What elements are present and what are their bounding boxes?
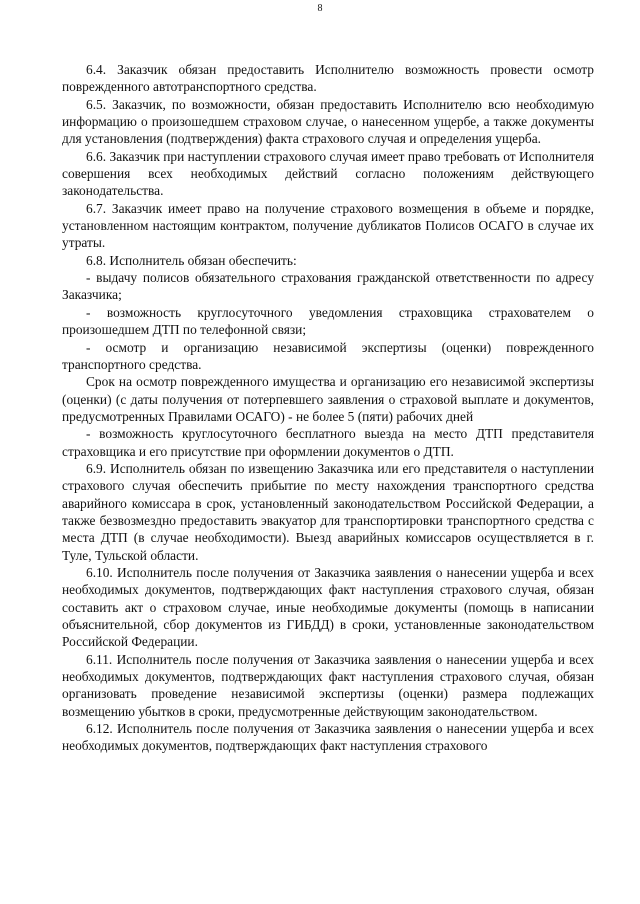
paragraph-6-11: 6.11. Исполнитель после получения от Заказчика заявления о нанесении ущерба и всех необходимых документов, подтверждающих факт наступления страхового случая, обязан организовать проведение независимой экспертизы (оценки) размера подлежащих возмещению убытков в сроки, предусмотренные действующим законодательством. — [62, 651, 594, 719]
paragraph-6-8: 6.8. Исполнитель обязан обеспечить: — [86, 252, 297, 268]
list-item-round-the-clock-notification: - возможность круглосуточного уведомления страховщика страхователем о произошедшем ДТП по телефонной связи; — [62, 304, 594, 338]
page-number: 8 — [317, 3, 323, 14]
paragraph-6-9: 6.9. Исполнитель обязан по извещению Заказчика или его представителя о наступлении страхового случая обеспечить прибытие по месту нахождения транспортного средства аварийного комиссара в срок, установленный законодательством Российской Федерации, а также безвозмездно предоставить эвакуатор для транспортировки транспортного средства с места ДТП (в случае необходимости). Выезд аварийных комиссаров осуществляется в г. Туле, Тульской области. — [62, 460, 594, 563]
paragraph-6-7: 6.7. Заказчик имеет право на получение страхового возмещения в объеме и порядке, установленном настоящим контрактом, получение дубликатов Полисов ОСАГО в случае их утраты. — [62, 200, 594, 251]
list-item-policy-issuance: - выдачу полисов обязательного страхования гражданской ответственности по адресу Заказчика; — [62, 270, 594, 303]
list-item-free-departure: - возможность круглосуточного бесплатного выезда на место ДТП представителя страховщика и его присутствие при оформлении документов о ДТП. — [62, 426, 594, 459]
paragraph-6-12: 6.12. Исполнитель после получения от Заказчика заявления о нанесении ущерба и всех необходимых документов, подтверждающих факт наступления страхового — [62, 721, 594, 754]
paragraph-inspection-deadline: Срок на осмотр поврежденного имущества и организацию его независимой экспертизы (оценки) (с даты получения от потерпевшего заявления о страховой выплате и документов, предусмотренных Правилами ОСАГО) - не более 5 (пяти) рабочих дней — [62, 374, 594, 424]
document-body — [62, 61, 594, 755]
paragraph-6-4: 6.4. Заказчик обязан предоставить Исполнителю возможность провести осмотр поврежденного автотранспортного средства. — [62, 62, 594, 95]
paragraph-6-6: 6.6. Заказчик при наступлении страхового случая имеет право требовать от Исполнителя совершения всех необходимых действий согласно положениям действующего законодательства. — [62, 148, 594, 199]
list-item-inspection-expertise: - осмотр и организацию независимой экспертизы (оценки) поврежденного транспортного средства. — [62, 339, 594, 372]
paragraph-6-5: 6.5. Заказчик, по возможности, обязан предоставить Исполнителю всю необходимую информацию о произошедшем страховом случае, о нанесенном ущербе, а также документы для установления (подтверждения) факта страхового случая и определения ущерба. — [62, 96, 594, 147]
paragraph-6-10: 6.10. Исполнитель после получения от Заказчика заявления о нанесении ущерба и всех необходимых документов, подтверждающих факт наступления страхового случая, обязан составить акт о страховом случае, иные необходимые документы (помощь в написании объяснительной, сбор документов из ГИБДД) в сроки, установленные законодательством Российской Федерации. — [62, 564, 594, 650]
